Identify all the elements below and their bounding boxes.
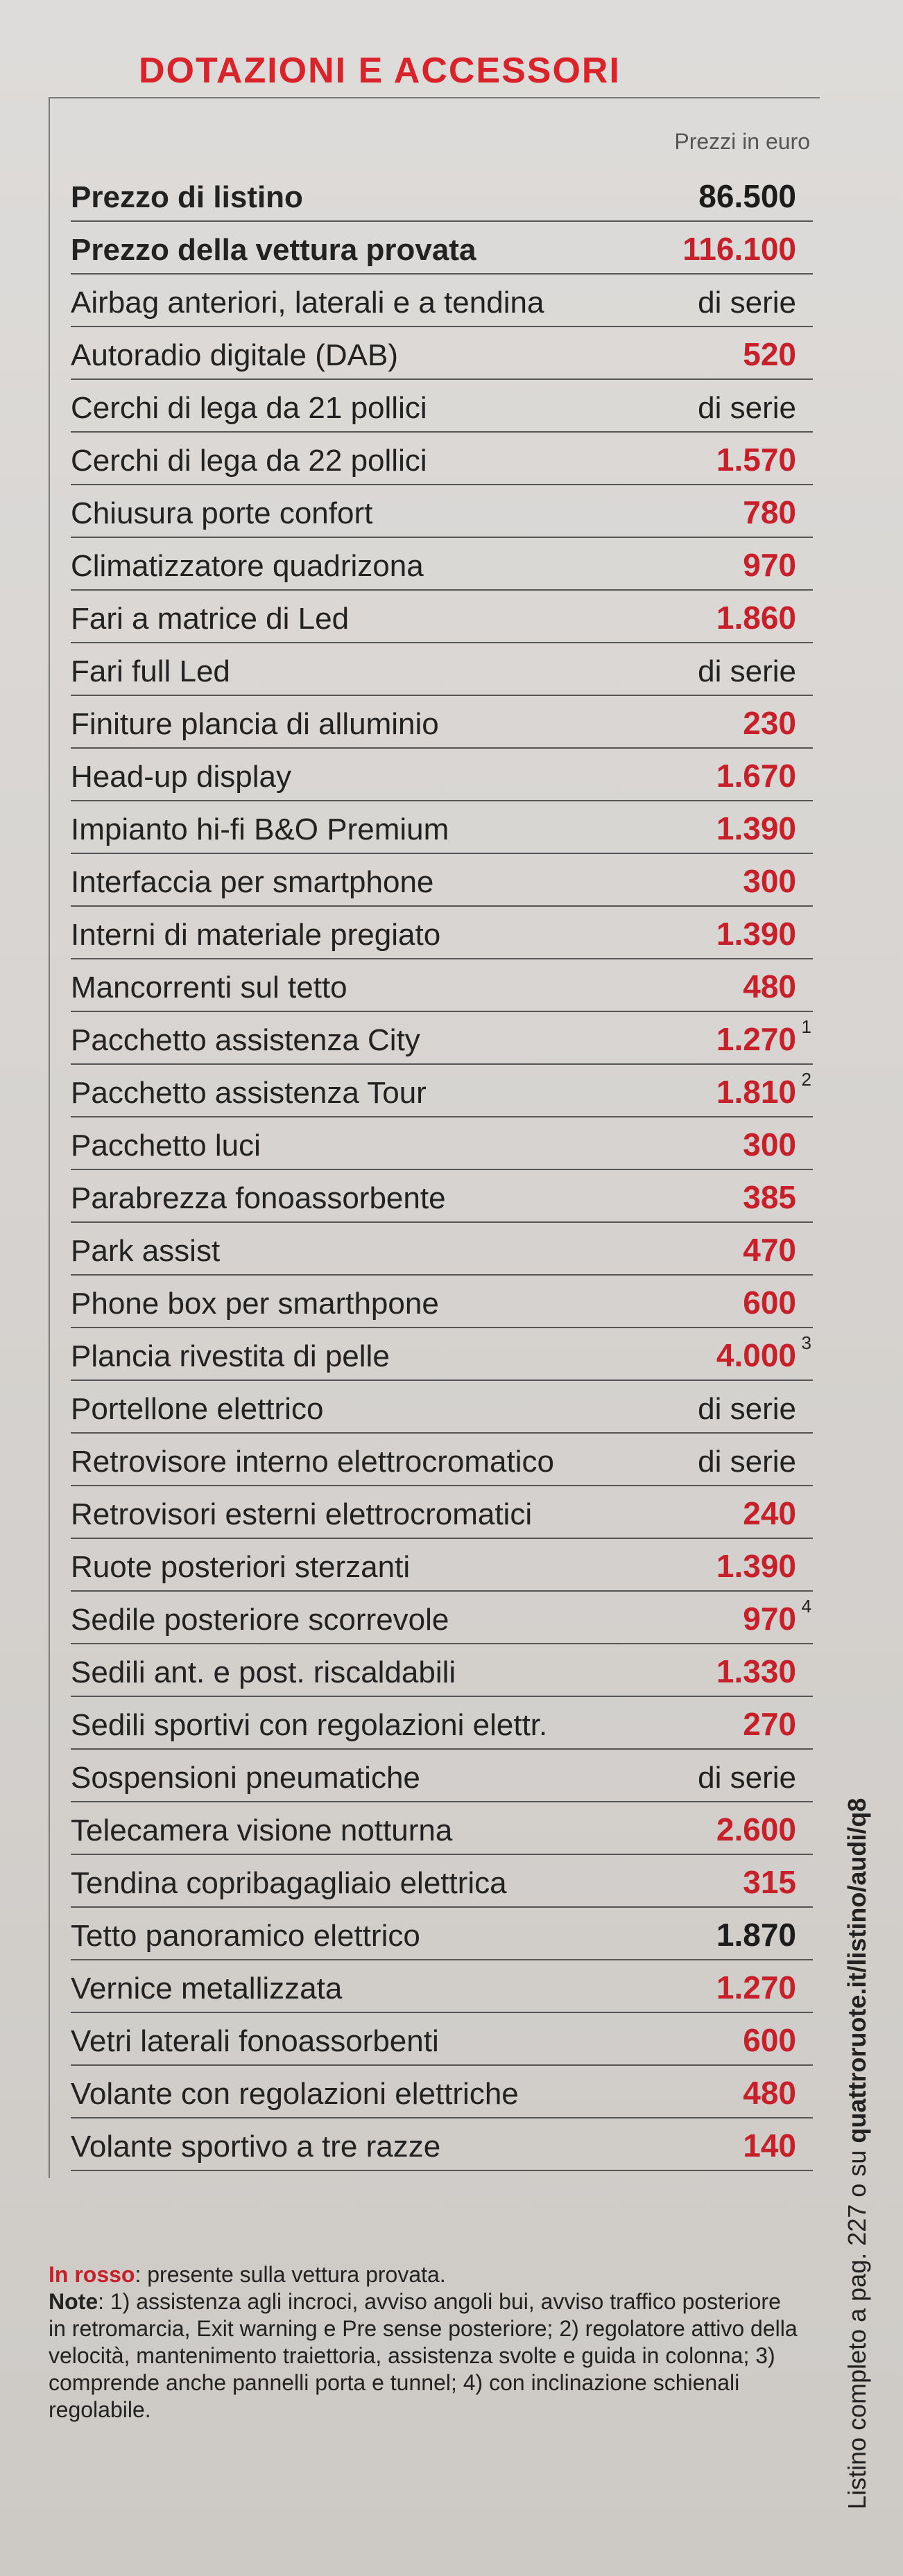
row-label: Airbag anteriori, laterali e a tendina [71, 286, 544, 320]
row-label: Sospensioni pneumatiche [71, 1761, 420, 1795]
row-label: Volante con regolazioni elettriche [71, 2077, 519, 2111]
table-row [71, 222, 813, 275]
table-row [71, 1328, 813, 1381]
row-value: 385 [743, 1179, 796, 1215]
row-value: 300 [743, 863, 796, 899]
side-reference [843, 1798, 872, 2509]
row-value: 600 [743, 2022, 796, 2058]
row-label: Cerchi di lega da 21 pollici [71, 391, 427, 425]
note-label: Note [49, 2289, 98, 2314]
row-label: Interfaccia per smartphone [71, 865, 434, 899]
table-row [71, 1065, 813, 1117]
row-value: 315 [743, 1864, 796, 1900]
row-value: 780 [743, 494, 796, 530]
row-label: Parabrezza fonoassorbente [71, 1181, 446, 1215]
red-legend-label: In rosso [49, 2262, 135, 2287]
table-row [71, 854, 813, 907]
table-row [71, 1908, 813, 1960]
row-value: 470 [743, 1232, 796, 1268]
row-value: 520 [743, 336, 796, 372]
row-value: 480 [743, 2075, 796, 2111]
row-label: Fari a matrice di Led [71, 602, 350, 636]
row-label: Pacchetto assistenza City [71, 1023, 420, 1057]
row-label: Climatizzatore quadrizona [71, 549, 424, 583]
footnote-marker: 4 [801, 1596, 811, 1617]
table-row [71, 485, 813, 538]
table-row [71, 696, 813, 749]
row-value: 1.860 [716, 600, 796, 636]
row-value: 1.390 [716, 1548, 796, 1584]
row-value: 116.100 [682, 231, 796, 267]
table-row [71, 1750, 813, 1802]
prices-unit-note: Prezzi in euro [674, 129, 810, 154]
table-row [71, 380, 813, 433]
table-row [71, 1697, 813, 1750]
row-label: Fari full Led [71, 654, 230, 688]
row-label: Retrovisore interno elettrocromatico [71, 1445, 554, 1479]
table-row [71, 1223, 813, 1276]
row-value: 240 [743, 1495, 796, 1531]
row-label: Sedili ant. e post. riscaldabili [71, 1655, 456, 1689]
row-value: 1.570 [716, 442, 796, 478]
row-value: di serie [698, 654, 796, 688]
table-row [71, 1012, 813, 1065]
row-value: 140 [743, 2127, 796, 2164]
row-value: 1.390 [716, 810, 796, 846]
row-label: Retrovisori esterni elettrocromatici [71, 1497, 533, 1531]
side-reference-prefix: Listino completo a pag. 227 o su [843, 2143, 871, 2509]
row-label: Vernice metallizzata [71, 1972, 343, 2005]
row-value: 480 [743, 968, 796, 1004]
row-value: 1.670 [716, 758, 796, 794]
row-value: 1.270 [716, 1021, 796, 1057]
row-value: 2.600 [716, 1811, 796, 1847]
table-row [71, 1276, 813, 1328]
row-value: 300 [743, 1126, 796, 1163]
row-value: 230 [743, 705, 796, 741]
table-row [71, 2013, 813, 2066]
table-row [71, 1117, 813, 1170]
row-label: Pacchetto assistenza Tour [71, 1076, 427, 1110]
table-row [71, 907, 813, 959]
row-label: Cerchi di lega da 22 pollici [71, 444, 427, 478]
row-value: 86.500 [698, 178, 796, 214]
table-row [71, 1960, 813, 2013]
row-value: 270 [743, 1706, 796, 1742]
row-label: Pacchetto luci [71, 1129, 261, 1163]
row-label: Portellone elettrico [71, 1392, 324, 1426]
table-row [71, 2066, 813, 2118]
table-row [71, 169, 813, 222]
table-row [71, 1170, 813, 1223]
row-label: Prezzo della vettura provata [71, 233, 476, 267]
table-row [71, 275, 813, 327]
row-label: Mancorrenti sul tetto [71, 971, 347, 1004]
row-label: Tetto panoramico elettrico [71, 1919, 420, 1953]
row-label: Park assist [71, 1234, 221, 1268]
row-value: 1.390 [716, 916, 796, 952]
table-row [71, 433, 813, 485]
table-row [71, 1381, 813, 1434]
row-label: Impianto hi-fi B&O Premium [71, 812, 449, 846]
row-label: Plancia rivestita di pelle [71, 1339, 390, 1373]
row-label: Chiusura porte confort [71, 496, 373, 530]
row-label: Sedile posteriore scorrevole [71, 1603, 449, 1637]
row-value: di serie [698, 1761, 796, 1795]
row-value: di serie [698, 1392, 796, 1426]
table-row [71, 1644, 813, 1697]
note-text: : 1) assistenza agli incroci, avviso angoli bui, avviso traffico posteriore in retromarcia, Exit warning e Pre sense posteriore; 2) regolatore attivo della velocità, mantenimento traiettoria, assistenza svolte e guida in colonna; 3) comprende anche pannelli porta e tunnel; 4) con inclinazione schienali regolabile. [49, 2289, 798, 2422]
row-value: di serie [698, 391, 796, 425]
table-row [71, 1434, 813, 1486]
footnote-marker: 2 [801, 1069, 811, 1090]
row-value: 1.810 [716, 1074, 796, 1110]
table-row [71, 1855, 813, 1908]
table-row [71, 801, 813, 854]
table-row [71, 643, 813, 696]
price-table-panel [49, 97, 820, 2178]
row-label: Phone box per smarthpone [71, 1287, 439, 1321]
row-label: Head-up display [71, 760, 291, 794]
row-label: Finiture plancia di alluminio [71, 707, 439, 741]
row-value: 1.330 [716, 1653, 796, 1689]
table-row [71, 591, 813, 643]
row-value: 4.000 [716, 1337, 796, 1373]
table-row [71, 1802, 813, 1855]
side-reference-link[interactable]: quattroruote.it/listino/audi/q8 [843, 1798, 871, 2143]
table-row [71, 1592, 813, 1644]
table-row [71, 538, 813, 591]
row-label: Prezzo di listino [71, 180, 303, 214]
row-label: Autoradio digitale (DAB) [71, 338, 399, 372]
footnote-marker: 1 [801, 1016, 811, 1037]
table-row [71, 959, 813, 1012]
notes-block [49, 2261, 798, 2423]
row-value: 1.270 [716, 1969, 796, 2005]
table-row [71, 749, 813, 801]
row-value: 970 [743, 1601, 796, 1637]
row-label: Tendina copribagagliaio elettrica [71, 1866, 507, 1900]
row-label: Vetri laterali fonoassorbenti [71, 2024, 439, 2058]
section-title: DOTAZIONI E ACCESSORI [139, 51, 621, 91]
row-value: 600 [743, 1285, 796, 1321]
row-value: 1.870 [716, 1917, 796, 1953]
row-label: Telecamera visione notturna [71, 1813, 453, 1847]
red-legend-text: : presente sulla vettura provata. [135, 2262, 446, 2287]
row-label: Volante sportivo a tre razze [71, 2130, 441, 2164]
row-value: di serie [698, 286, 796, 320]
row-value: di serie [698, 1445, 796, 1479]
price-table [71, 169, 813, 2171]
table-row [71, 1539, 813, 1592]
row-label: Interni di materiale pregiato [71, 918, 441, 952]
row-value: 970 [743, 547, 796, 583]
row-label: Sedili sportivi con regolazioni elettr. [71, 1708, 548, 1742]
table-row [71, 2118, 813, 2171]
table-row [71, 1486, 813, 1539]
row-label: Ruote posteriori sterzanti [71, 1550, 411, 1584]
table-row [71, 327, 813, 380]
footnote-marker: 3 [801, 1332, 811, 1353]
